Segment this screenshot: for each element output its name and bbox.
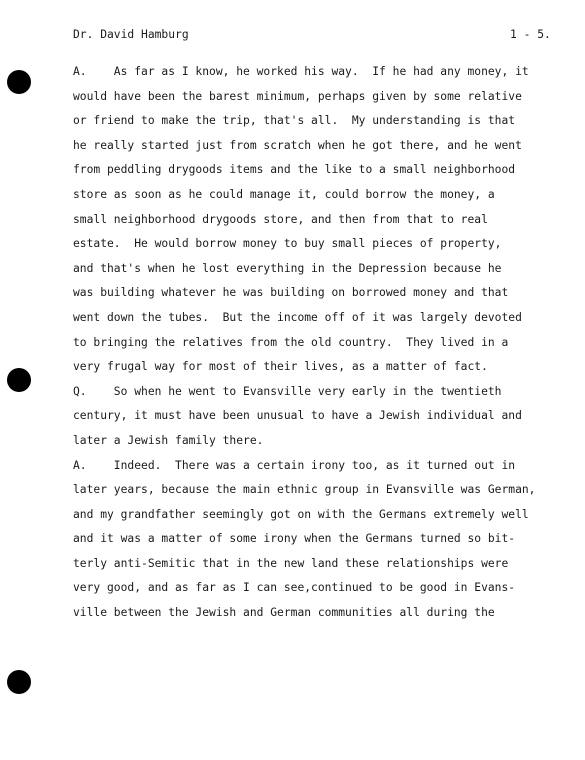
text-line: from peddling drygoods items and the like to a small neighborhood [73, 163, 516, 177]
binder-hole-bottom [7, 670, 31, 694]
page-number: 1 - 5. [510, 28, 551, 41]
text-line: small neighborhood drygoods store, and then from that to real [73, 212, 488, 226]
text-line: would have been the barest minimum, perhaps given by some relative [73, 89, 522, 103]
text-line: very good, and as far as I can see,continued to be good in Evans- [73, 581, 516, 595]
binder-hole-middle [7, 368, 31, 392]
text-line: century, it must have been unusual to have a Jewish individual and [73, 409, 522, 423]
text-line: was building whatever he was building on borrowed money and that [73, 286, 509, 300]
text-line: Q. So when he went to Evansville very early in the twentieth [73, 384, 502, 398]
text-line: he really started just from scratch when he got there, and he went [73, 138, 522, 152]
binder-hole-top [7, 70, 31, 94]
text-line: or friend to make the trip, that's all. My understanding is that [73, 114, 516, 128]
text-line: store as soon as he could manage it, could borrow the money, a [73, 187, 495, 201]
transcript-body [73, 60, 583, 626]
text-line: terly anti-Semitic that in the new land these relationships were [73, 556, 509, 570]
text-line: A. Indeed. There was a certain irony too, as it turned out in [73, 458, 516, 472]
text-line: later a Jewish family there. [73, 433, 264, 447]
text-line: later years, because the main ethnic group in Evansville was German, [73, 483, 536, 497]
text-line: to bringing the relatives from the old country. They lived in a [73, 335, 509, 349]
header-name: Dr. David Hamburg [73, 28, 189, 41]
text-line: ville between the Jewish and German communities all during the [73, 606, 495, 620]
text-line: and my grandfather seemingly got on with the Germans extremely well [73, 507, 529, 521]
text-line: and it was a matter of some irony when the Germans turned so bit- [73, 532, 516, 546]
text-line: very frugal way for most of their lives, as a matter of fact. [73, 360, 488, 374]
text-line: went down the tubes. But the income off of it was largely devoted [73, 310, 522, 324]
text-line: A. As far as I know, he worked his way. If he had any money, it [73, 65, 529, 78]
text-line: and that's when he lost everything in the Depression because he [73, 261, 502, 275]
text-line: estate. He would borrow money to buy small pieces of property, [73, 237, 502, 251]
